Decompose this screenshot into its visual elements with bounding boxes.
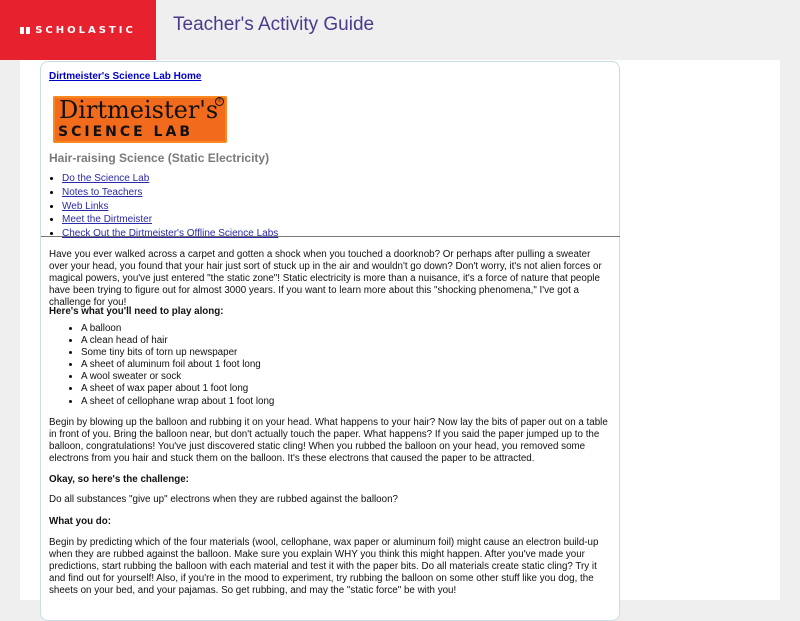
science-lab-home-link[interactable]: Dirtmeister's Science Lab Home [49, 71, 202, 82]
supply-item: • A sheet of aluminum foil about 1 foot long [81, 359, 274, 371]
dirtmeister-science-lab-logo [53, 96, 227, 143]
notes-to-teachers-link[interactable]: Notes to Teachers [62, 186, 143, 198]
nav-item [62, 186, 278, 200]
supply-item: • A clean head of hair [81, 335, 274, 347]
activity-nav [49, 172, 278, 241]
meet-the-dirtmeister-link[interactable]: Meet the Dirtmeister [62, 214, 153, 226]
activity-subtitle: Hair-raising Science (Static Electricity) [49, 151, 270, 165]
divider [41, 236, 620, 237]
supply-item: • Some tiny bits of torn up newspaper [81, 347, 274, 359]
supply-item: • A wool sweater or sock [81, 371, 274, 383]
what-you-do-heading: What you do: [49, 516, 112, 527]
brand-wordmark: SCHOLASTIC [35, 24, 136, 36]
challenge-question: Do all substances "give up" electrons when they are rubbed against the balloon? [49, 494, 398, 505]
what-you-do-paragraph: Begin by predicting which of the four materials (wool, cellophane, wax paper or aluminum foil) might cause an electron build-up when they are rubbed against the balloon. Make sure you explain WHY you think this might happen. After you've made your predictions, start rubbing the balloon with each material and test it with the paper bits. Do all materials create static cling? Try it and find out for yourself! Also, if you're in the mood to experiment, try rubbing the balloon on some other stuff like you dog, the sheets on your bed, and your pajamas. So get rubbing, and may the "static force" be with you! [49, 537, 599, 597]
nav-item [62, 172, 278, 186]
registered-mark-icon: ® [215, 97, 224, 106]
do-the-science-lab-link[interactable]: Do the Science Lab [62, 173, 150, 184]
supplies-heading: Here's what you'll need to play along: [49, 306, 224, 317]
intro-paragraph: Have you ever walked across a carpet and gotten a shock when you touched a doorknob? Or perhaps after pulling a sweater over your head, you found that your hair just sort of stuck up in the air and wouldn't go down? Don't worry, it's not alien forces or magical powers, you've just entered "the static zone"! Static electricity is more than a nuisance, it's a force of nature that people have been trying to figure out for almost 3000 years. If you want to learn more about this "shocking phenomena," I've got a challenge for you! [49, 249, 602, 309]
supply-item: • A sheet of wax paper about 1 foot long [81, 383, 274, 395]
logo-line-2: SCIENCE LAB [58, 124, 193, 140]
logo-line-1: Dirtmeister's [59, 96, 219, 124]
supply-item: • A balloon [81, 323, 274, 335]
open-book-icon [20, 27, 30, 34]
nav-item [62, 213, 278, 227]
top-bar [0, 0, 800, 60]
web-links-link[interactable]: Web Links [62, 200, 109, 212]
nav-item [62, 200, 278, 214]
supply-item: • A sheet of cellophane wrap about 1 foot long [81, 396, 274, 408]
nav-item [62, 227, 278, 241]
scholastic-logo[interactable] [0, 0, 156, 60]
page-title: Teacher's Activity Guide [173, 14, 375, 35]
challenge-heading: Okay, so here's the challenge: [49, 474, 189, 485]
begin-paragraph: Begin by blowing up the balloon and rubbing it on your head. What happens to your hair? Now lay the bits of paper out on a table in front of you. Bring the balloon near, but don't actually touch the paper. What happens? If you said the paper jumped up to the balloon, congratulations! You've just discovered static cling! When you rubbed the balloon on your head, you removed some electrons from you hair and stuck them on the balloon. It's these electrons that caused the paper to be attracted. [49, 417, 608, 465]
offline-science-labs-link[interactable]: Check Out the Dirtmeister's Offline Science Labs [62, 228, 279, 240]
supplies-list [68, 323, 274, 408]
